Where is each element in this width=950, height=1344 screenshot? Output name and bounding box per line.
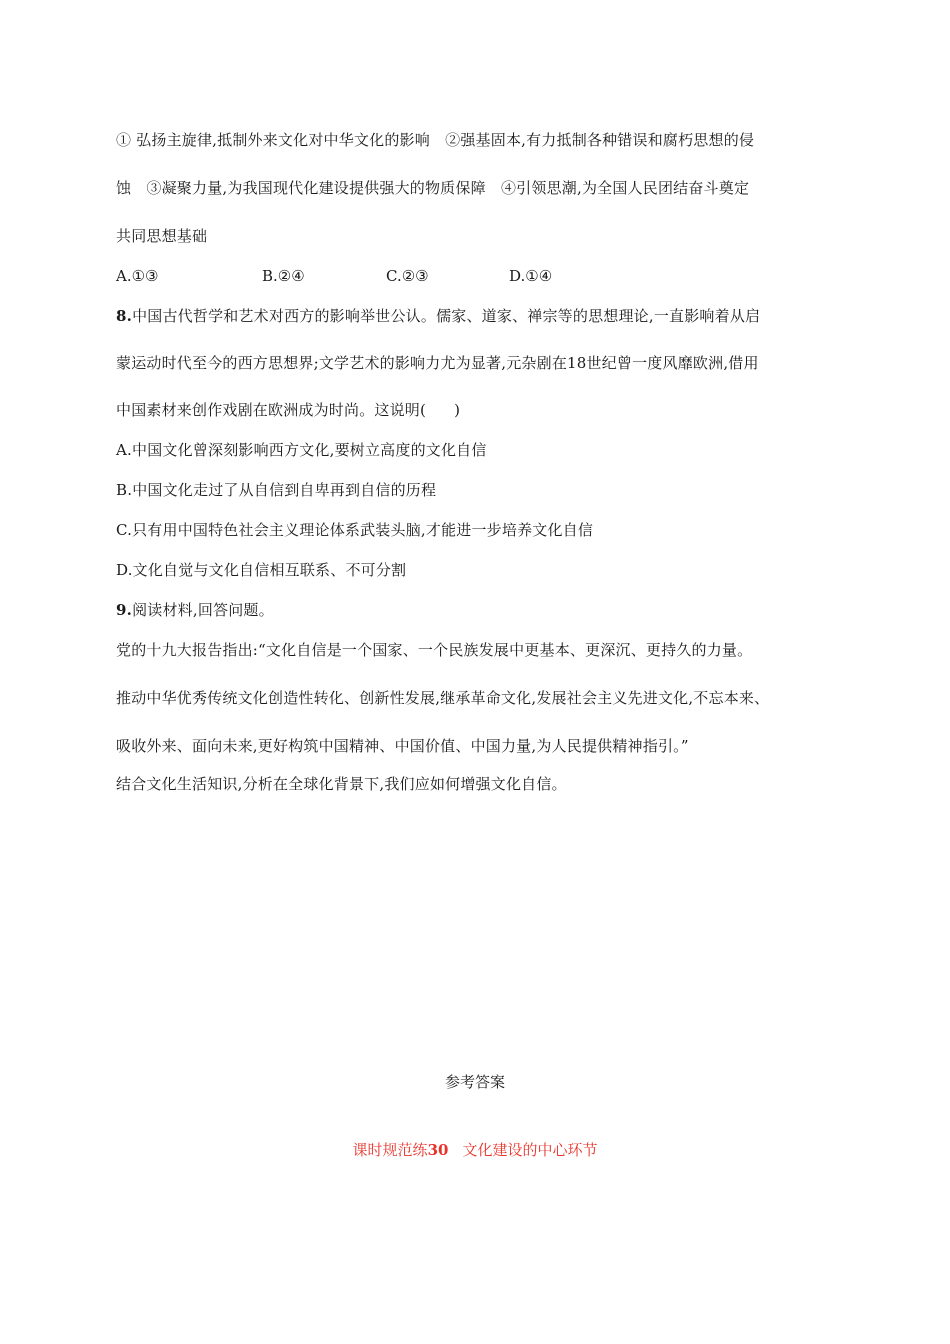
q7-statement-line-2: 蚀 ③凝聚力量,为我国现代化建设提供强大的物质保障 ④引领思潮,为全国人民团结奋斗奠定 [116, 179, 750, 197]
q9-number: 9. [116, 601, 133, 619]
q7-option-d: D.①④ [509, 267, 553, 285]
q8-option-d: D.文化自觉与文化自信相互联系、不可分割 [116, 561, 407, 579]
q8-stem-line-2: 蒙运动时代至今的西方思想界;文学艺术的影响力尤为显著,元杂剧在18世纪曾一度风靡欧洲,借用 [116, 354, 759, 372]
q8-paren-close: ) [454, 401, 461, 419]
q9-prompt-line [116, 600, 274, 620]
q7-statement-line-3: 共同思想基础 [116, 227, 208, 245]
section-name: 文化建设的中心环节 [462, 1141, 598, 1159]
q8-option-c: C.只有用中国特色社会主义理论体系武装头脑,才能进一步培养文化自信 [116, 521, 594, 539]
q9-prompt: 阅读材料,回答问题。 [132, 601, 274, 619]
q8-option-a: A.中国文化曾深刻影响西方文化,要树立高度的文化自信 [116, 441, 487, 459]
q8-stem-text-3: 中国素材来创作戏剧在欧洲成为时尚。这说明( [116, 401, 427, 419]
q9-material-line-3: 吸收外来、面向未来,更好构筑中国精神、中国价值、中国力量,为人民提供精神指引。” [116, 737, 689, 755]
q8-number: 8. [116, 307, 133, 325]
q8-stem-line-1 [116, 306, 760, 326]
q9-material-line-1: 党的十九大报告指出:“文化自信是一个国家、一个民族发展中更基本、更深沉、更持久的力量。 [116, 641, 753, 659]
q8-stem-text-1: 中国古代哲学和艺术对西方的影响举世公认。儒家、道家、禅宗等的思想理论,一直影响着从启 [132, 307, 761, 325]
q8-option-b: B.中国文化走过了从自信到自卑再到自信的历程 [116, 481, 437, 499]
q7-option-b: B.②④ [262, 267, 305, 285]
q7-option-c: C.②③ [386, 267, 429, 285]
answers-title: 参考答案 [444, 1073, 505, 1091]
q7-option-a: A.①③ [116, 267, 159, 285]
section-number: 30 [427, 1141, 449, 1159]
section-title [0, 1140, 950, 1160]
q9-material-line-2: 推动中华优秀传统文化创造性转化、创新性发展,继承革命文化,发展社会主义先进文化,不忘本来、 [116, 689, 770, 707]
q7-statement-line-1: ① 弘扬主旋律,抵制外来文化对中华文化的影响 ②强基固本,有力抵制各种错误和腐朽思想的侵 [116, 131, 755, 149]
q8-stem-line-3 [116, 400, 460, 420]
q9-question: 结合文化生活知识,分析在全球化背景下,我们应如何增强文化自信。 [116, 775, 567, 793]
section-prefix: 课时规范练 [352, 1141, 428, 1159]
